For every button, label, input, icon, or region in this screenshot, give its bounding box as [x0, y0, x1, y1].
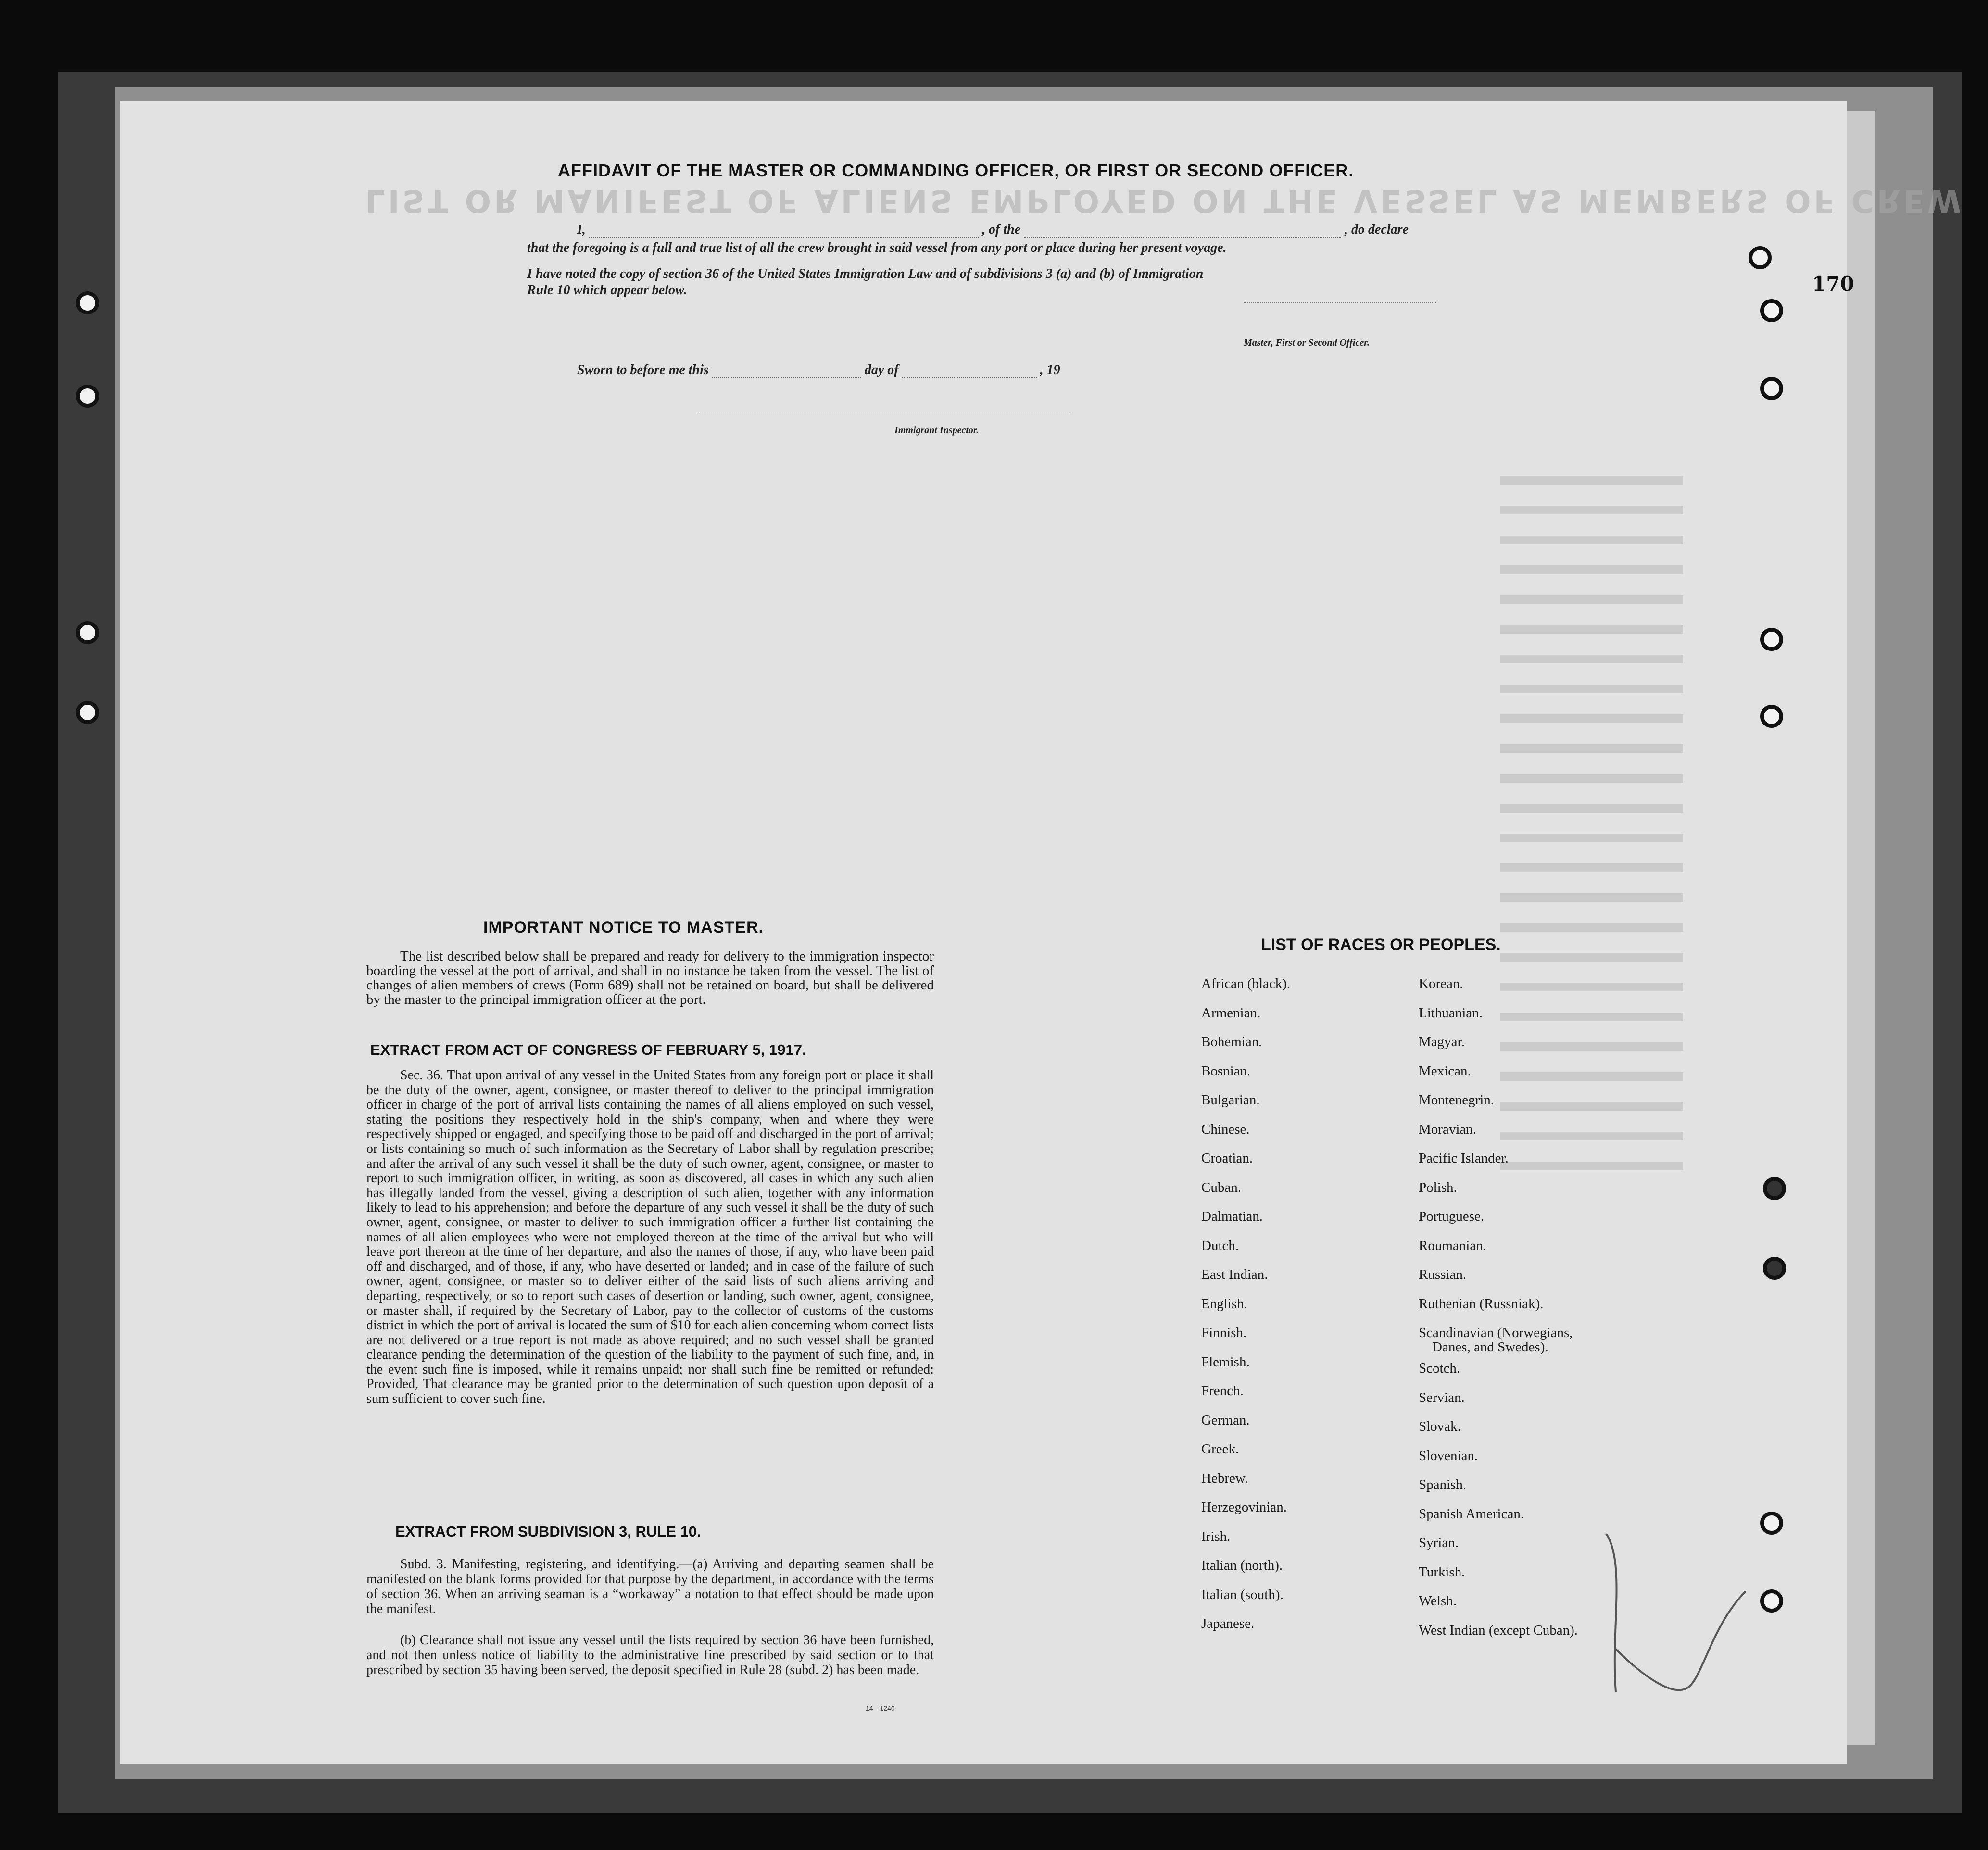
race-item: Flemish. — [1201, 1354, 1250, 1370]
race-item: Hebrew. — [1201, 1470, 1248, 1486]
bleed-through-row — [1500, 1012, 1683, 1021]
race-item: Greek. — [1201, 1441, 1239, 1457]
bleed-through-row — [1500, 744, 1683, 753]
punch-hole-icon — [1760, 628, 1783, 651]
pencil-check-mark — [1597, 1505, 1755, 1697]
form-page — [120, 101, 1847, 1764]
affidavit-line-4: Rule 10 which appear below. — [527, 283, 687, 298]
race-item: Servian. — [1419, 1389, 1465, 1405]
race-item: Spanish American. — [1419, 1506, 1524, 1522]
notice-title: IMPORTANT NOTICE TO MASTER. — [483, 918, 764, 937]
bleed-through-row — [1500, 923, 1683, 932]
race-item: Bulgarian. — [1201, 1092, 1260, 1108]
race-item: Japanese. — [1201, 1616, 1255, 1631]
race-item: Italian (north). — [1201, 1558, 1283, 1573]
bleed-through-row — [1500, 983, 1683, 991]
year-text: , 19 — [1040, 362, 1060, 377]
race-item: Dalmatian. — [1201, 1209, 1263, 1224]
race-item: Croatian. — [1201, 1150, 1253, 1166]
bleed-through-row — [1500, 685, 1683, 693]
bleed-through-row — [1500, 536, 1683, 544]
affidavit-line-3: I have noted the copy of section 36 of the United States Immigration Law and of subdivisions 3 (a) and (b) of Immigration — [527, 266, 1204, 281]
race-item: Ruthenian (Russniak). — [1419, 1296, 1544, 1312]
race-item: Slovak. — [1419, 1419, 1461, 1434]
race-item: Magyar. — [1419, 1034, 1465, 1050]
bleed-through-row — [1500, 774, 1683, 783]
bleed-through-row — [1500, 1102, 1683, 1111]
bleed-through-row — [1500, 1132, 1683, 1140]
bleed-through-row — [1500, 476, 1683, 485]
race-item: Irish. — [1201, 1528, 1231, 1544]
race-item: French. — [1201, 1383, 1244, 1399]
affidavit-of-the: , of the — [981, 222, 1021, 237]
bleed-through-row — [1500, 1162, 1683, 1170]
race-item: Montenegrin. — [1419, 1092, 1495, 1108]
bleed-through-row — [1500, 834, 1683, 842]
extract-rule-title: EXTRACT FROM SUBDIVISION 3, RULE 10. — [395, 1523, 701, 1540]
bleed-through-row — [1500, 1042, 1683, 1051]
punch-hole-icon — [1760, 299, 1783, 322]
race-item: Armenian. — [1201, 1005, 1261, 1021]
race-item: Scandinavian (Norwegians, — [1419, 1325, 1573, 1340]
day-of-text: day of — [864, 362, 899, 377]
race-item: Italian (south). — [1201, 1587, 1283, 1602]
race-item: Roumanian. — [1419, 1238, 1486, 1253]
race-item: Korean. — [1419, 976, 1463, 991]
affidavit-declare: , do declare — [1345, 222, 1409, 237]
bleed-through-row — [1500, 1072, 1683, 1081]
race-item: Herzegovinian. — [1201, 1500, 1287, 1515]
punch-hole-icon — [1763, 1177, 1786, 1200]
inspector-label: Immigrant Inspector. — [894, 425, 979, 436]
bleed-through-row — [1500, 893, 1683, 902]
race-item: Mexican. — [1419, 1063, 1471, 1079]
race-item: Russian. — [1419, 1267, 1467, 1282]
affidavit-i: I, — [577, 222, 586, 237]
punch-hole-icon — [1749, 246, 1772, 269]
page-number: 170 — [1812, 272, 1854, 296]
race-item: Slovenian. — [1419, 1448, 1478, 1463]
race-item: Welsh. — [1419, 1593, 1457, 1609]
bleed-through-row — [1500, 804, 1683, 812]
punch-hole-icon — [1760, 705, 1783, 728]
punch-hole-icon — [76, 291, 99, 314]
extract-rule-subd-a: Subd. 3. Manifesting, registering, and identifying.—(a) Arriving and departing seamen shall be manifested on the blank forms provided for that purpose by the department, in accordance with the terms of section 36. When an arriving seaman is a “workaway” a notation to that effect should be made upon the manifest. — [366, 1557, 934, 1616]
race-item: Moravian. — [1419, 1121, 1476, 1137]
race-item: Polish. — [1419, 1179, 1457, 1195]
affidavit-line-2: that the foregoing is a full and true list of all the crew brought in said vessel from any port or place during her present voyage. — [527, 240, 1227, 255]
race-item: German. — [1201, 1412, 1250, 1428]
affidavit-line-1 — [577, 222, 1409, 238]
race-item: Cuban. — [1201, 1179, 1241, 1195]
race-item: Dutch. — [1201, 1238, 1239, 1253]
race-item: Syrian. — [1419, 1535, 1459, 1550]
bleed-through-row — [1500, 714, 1683, 723]
race-item: Chinese. — [1201, 1121, 1250, 1137]
signature-label: Master, First or Second Officer. — [1244, 338, 1370, 348]
sworn-text: Sworn to before me this — [577, 362, 709, 377]
race-item: Finnish. — [1201, 1325, 1247, 1340]
punch-hole-icon — [1760, 377, 1783, 400]
bleed-through-row — [1500, 506, 1683, 514]
master-name-blank[interactable] — [589, 226, 979, 238]
bleed-through-row — [1500, 595, 1683, 604]
race-item: Scotch. — [1419, 1361, 1460, 1376]
bleed-through-row — [1500, 863, 1683, 872]
sworn-month-blank[interactable] — [902, 366, 1037, 378]
bleed-through-row — [1500, 953, 1683, 962]
bleed-through-row — [1500, 565, 1683, 574]
race-item: West Indian (except Cuban). — [1419, 1622, 1578, 1638]
signature-line[interactable] — [1244, 302, 1436, 303]
sworn-line — [577, 362, 1060, 378]
extract-act-body: Sec. 36. That upon arrival of any vessel in the United States from any foreign port or place it shall be the duty of the owner, agent, consignee, or master thereof to deliver to the principal immigration officer in charge of the port of arrival lists containing the names of all aliens employed on such vessel, stating the positions they respectively hold in the ship's company, when and where they were respectively shipped or engaged, and specifying those to be paid off and discharged in the port of arrival; or lists containing so much of such information as the Secretary of Labor shall by regulation prescribe; and after the arrival of any such vessel it shall be the duty of such owner, agent, consignee, or master to report to such immigration officer, in writing, as soon as discovered, all cases in which any such alien has illegally landed from the vessel, giving a description of such alien, together with any information likely to lead to his apprehension; and before the departure of any such vessel it shall be the duty of such owner, agent, consignee, or master to deliver to such immigration officer a further list containing the names of all alien employees who were not employed thereon at the time of the arrival but who will leave port thereon at the time of her departure, and also the names of those, if any, who have been paid off and discharged, and of those, if any, who have deserted or landed; and in case of the failure of such owner, agent, consignee, or master so to deliver either of the said lists of such aliens arriving and departing, respectively, or so to report such cases of desertion or landing, such owner, agent, consignee, or master shall, if required by the Secretary of Labor, pay to the collector of customs of the customs district in which the port of arrival is located the sum of $10 for each alien concerning whom correct lists are not delivered or a true report is not made as above required; and no such vessel shall be granted clearance pending the determination of the question of the liability to the payment of such fine, and, in the event such fine is imposed, while it remains unpaid; nor shall such fine be remitted or refunded: Provided, That clearance may be granted prior to the determination of such question upon deposit of a sum sufficient to cover such fine. — [366, 1068, 934, 1407]
race-item: Portuguese. — [1419, 1209, 1485, 1224]
extract-rule-subd-b: (b) Clearance shall not issue any vessel until the lists required by section 36 have been furnished, and not then unless notice of liability to the administrative fine prescribed by said section or to that prescribed by section 35 having been served, the deposit specified in Rule 28 (subd. 2) has been made. — [366, 1633, 934, 1677]
race-item: Bohemian. — [1201, 1034, 1262, 1050]
race-item: Lithuanian. — [1419, 1005, 1483, 1021]
race-item: English. — [1201, 1296, 1247, 1312]
race-item: African (black). — [1201, 976, 1291, 991]
punch-hole-icon — [1760, 1589, 1783, 1612]
race-item: Spanish. — [1419, 1477, 1467, 1492]
form-number: 14—1240 — [866, 1704, 895, 1712]
race-item: Turkish. — [1419, 1564, 1465, 1580]
punch-hole-icon — [1763, 1257, 1786, 1280]
race-item: Pacific Islander. — [1419, 1150, 1509, 1166]
bleed-through-row — [1500, 655, 1683, 663]
race-item: Danes, and Swedes). — [1432, 1339, 1548, 1355]
race-item: East Indian. — [1201, 1267, 1268, 1282]
extract-act-title: EXTRACT FROM ACT OF CONGRESS OF FEBRUARY 5, 1917. — [370, 1041, 806, 1058]
bleed-through-text: LIST OR MANIFEST OF ALIENS EMPLOYED ON THE VESSEL AS MEMBERS OF CREW — [365, 183, 1964, 218]
bleed-through-row — [1500, 625, 1683, 634]
race-item: Bosnian. — [1201, 1063, 1251, 1079]
sworn-day-blank[interactable] — [712, 366, 861, 378]
vessel-name-blank[interactable] — [1024, 226, 1341, 238]
notice-body: The list described below shall be prepared and ready for delivery to the immigration inspector boarding the vessel at the port of arrival, and shall in no instance be taken from the vessel. The list of changes of alien members of crews (Form 689) shall not be retained on board, but shall be delivered by the master to the principal immigration officer at the port. — [366, 949, 934, 1007]
punch-hole-icon — [1760, 1512, 1783, 1535]
punch-hole-icon — [76, 701, 99, 724]
affidavit-title: AFFIDAVIT OF THE MASTER OR COMMANDING OFFICER, OR FIRST OR SECOND OFFICER. — [558, 161, 1354, 180]
races-title: LIST OF RACES OR PEOPLES. — [1261, 936, 1501, 954]
punch-hole-icon — [76, 385, 99, 408]
punch-hole-icon — [76, 621, 99, 644]
